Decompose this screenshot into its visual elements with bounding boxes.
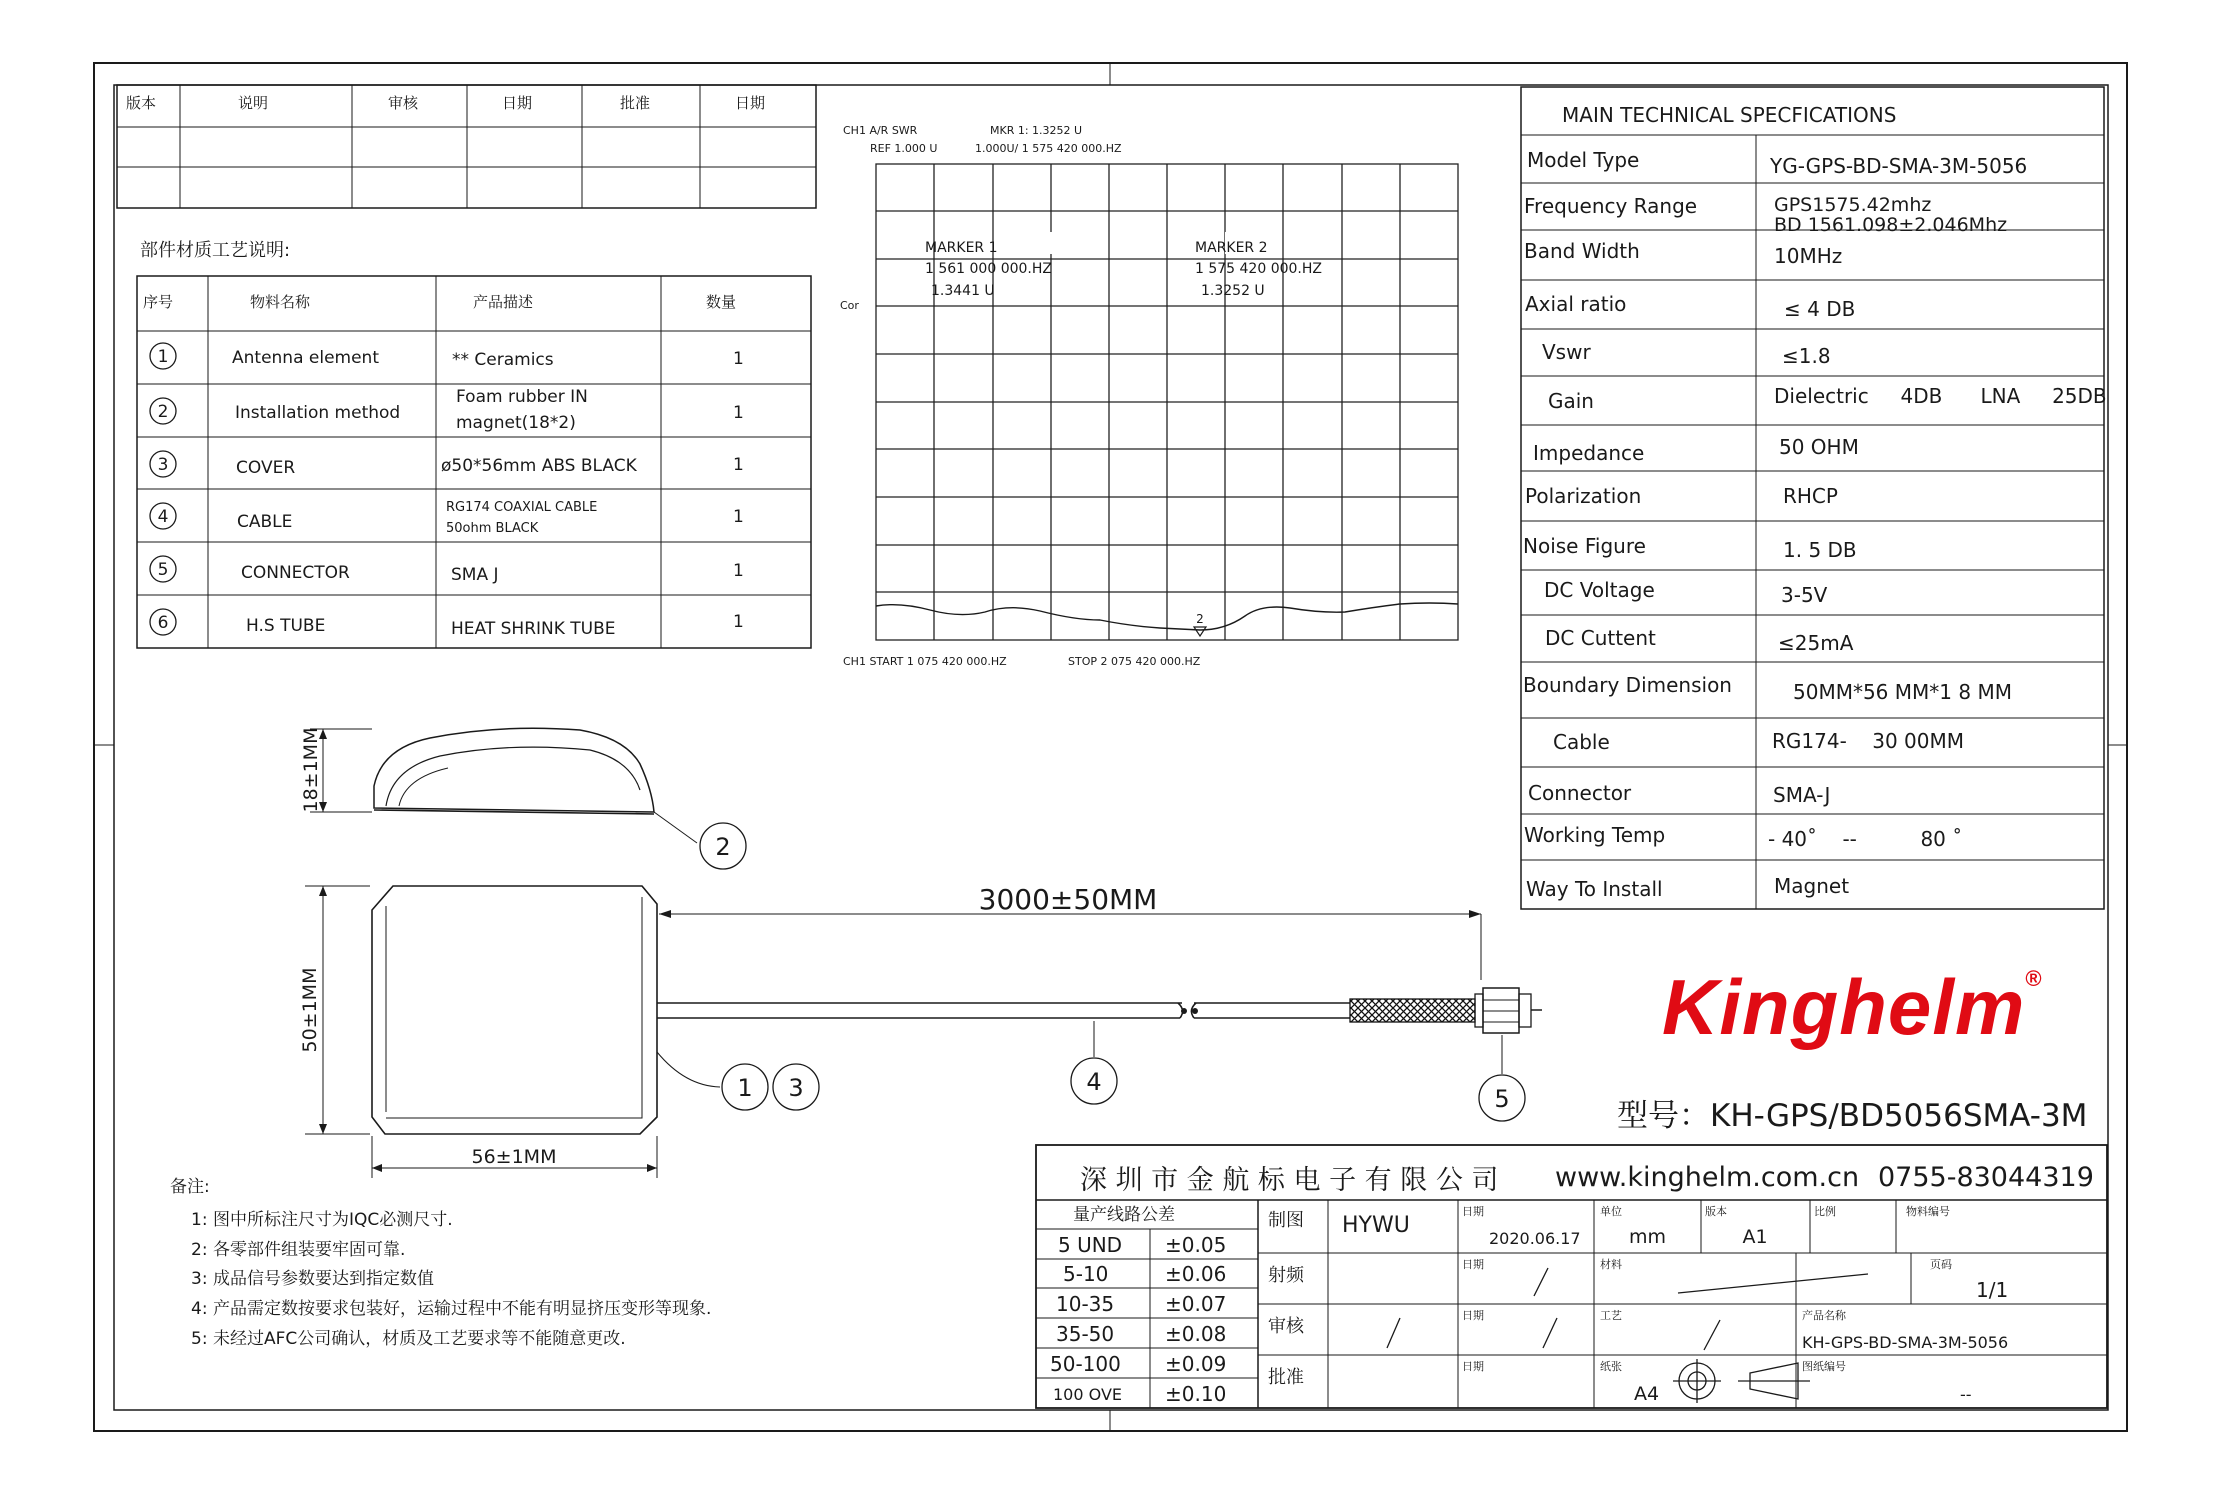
callout-5: 5 <box>1494 1085 1510 1113</box>
part-row-2-desc-line2: magnet(18*2) <box>456 413 576 433</box>
spec-value-vswr: ≤1.8 <box>1782 344 1831 368</box>
parts-col-qty: 数量 <box>706 293 737 311</box>
part-row-3-qty: 1 <box>733 455 744 475</box>
part-row-1-qty: 1 <box>733 349 744 369</box>
drawer-name: HYWU <box>1342 1213 1410 1238</box>
role-rf: 射频 <box>1268 1265 1304 1286</box>
tol-value-6: ±0.10 <box>1165 1382 1227 1406</box>
cable-length-dimension: 3000±50MM <box>978 883 1158 916</box>
part-row-1-name: Antenna element <box>232 348 379 368</box>
length-dimension: 56±1MM <box>471 1146 557 1168</box>
part-row-3-name: COVER <box>236 458 296 478</box>
spec-label-working-temp: Working Temp <box>1524 823 1666 847</box>
spec-value-axial-ratio: ≤ 4 DB <box>1784 297 1856 321</box>
tol-value-2: ±0.06 <box>1165 1262 1227 1286</box>
note-5: 5: 未经过AFC公司确认，材质及工艺要求等不能随意更改. <box>191 1329 626 1349</box>
spec-value-noise-figure: 1. 5 DB <box>1783 538 1857 562</box>
tol-range-5: 50-100 <box>1050 1352 1121 1376</box>
spec-value-connector: SMA-J <box>1773 783 1831 807</box>
spec-value-install: Magnet <box>1774 874 1850 898</box>
marker1-label: MARKER 1 <box>925 240 998 256</box>
role-review: 审核 <box>1268 1316 1304 1337</box>
parts-col-desc: 产品描述 <box>473 293 534 311</box>
unit-label: 单位 <box>1600 1205 1622 1218</box>
spec-table <box>1521 87 2107 909</box>
tol-range-3: 10-35 <box>1056 1292 1115 1316</box>
tolerance-title: 量产线路公差 <box>1073 1205 1175 1225</box>
projection-symbol <box>1673 1359 1810 1403</box>
height-dimension: 18±1MM <box>300 727 322 813</box>
revision-col-date2: 日期 <box>735 94 766 112</box>
material-label: 材料 <box>1600 1258 1622 1271</box>
spec-label-frequency: Frequency Range <box>1524 194 1698 218</box>
spec-label-vswr: Vswr <box>1542 340 1591 364</box>
spec-title: MAIN TECHNICAL SPECFICATIONS <box>1562 103 1897 127</box>
marker2-flag <box>1194 627 1206 636</box>
version-value: A1 <box>1742 1226 1768 1248</box>
part-row-5-no: 5 <box>157 560 169 580</box>
revision-table <box>117 85 816 208</box>
page-value: 1/1 <box>1976 1278 2009 1302</box>
product-name: KH-GPS-BD-SMA-3M-5056 <box>1802 1333 2009 1352</box>
date-label-draw: 日期 <box>1462 1205 1484 1218</box>
note-2: 2: 各零部件组装要牢固可靠. <box>191 1240 406 1260</box>
process-label: 工艺 <box>1600 1309 1622 1322</box>
marker2-index: 2 <box>1196 612 1204 626</box>
spec-value-impedance: 50 OHM <box>1779 435 1859 459</box>
revision-col-approve: 批准 <box>620 94 651 112</box>
drawing-no-label: 图纸编号 <box>1802 1360 1846 1373</box>
part-row-6-qty: 1 <box>733 612 744 632</box>
swr-channel: CH1 A/R SWR <box>843 124 918 137</box>
callout-3: 3 <box>788 1074 804 1102</box>
notes-title: 备注: <box>170 1177 210 1197</box>
spec-label-bandwidth: Band Width <box>1524 239 1640 263</box>
spec-label-boundary: Boundary Dimension <box>1523 673 1732 697</box>
scale-label: 比例 <box>1814 1205 1836 1218</box>
swr-marker-readout: MKR 1: 1.3252 U <box>990 124 1083 137</box>
tol-range-1: 5 UND <box>1058 1233 1123 1257</box>
spec-label-dc-voltage: DC Voltage <box>1544 578 1655 602</box>
parts-table-title: 部件材质工艺说明: <box>140 240 291 261</box>
spec-value-boundary: 50MM*56 MM*1 8 MM <box>1793 680 2012 704</box>
brand-name: Kinghelm <box>1662 963 2026 1051</box>
part-row-3-desc: ø50*56mm ABS BLACK <box>441 456 637 476</box>
spec-label-gain: Gain <box>1548 389 1594 413</box>
spec-value-dc-current: ≤25mA <box>1778 631 1854 655</box>
part-row-2-name: Installation method <box>235 403 401 423</box>
spec-value-dc-voltage: 3-5V <box>1781 583 1828 607</box>
spec-label-dc-current: DC Cuttent <box>1545 626 1656 650</box>
company-phone: 0755-83044319 <box>1878 1162 2094 1193</box>
callout-1: 1 <box>737 1074 753 1102</box>
antenna-side-view <box>300 728 746 869</box>
spec-value-polarization: RHCP <box>1783 484 1838 508</box>
part-row-4-desc: RG174 COAXIAL CABLE <box>446 500 598 515</box>
tol-value-5: ±0.09 <box>1165 1352 1227 1376</box>
swr-plot <box>840 124 1458 668</box>
part-row-4-desc-line2: 50ohm BLACK <box>446 521 539 536</box>
spec-label-connector: Connector <box>1528 781 1632 805</box>
date-label-rf: 日期 <box>1462 1258 1484 1271</box>
spec-value-gain: Dielectric 4DB LNA 25DB <box>1774 384 2107 408</box>
part-row-4-no: 4 <box>157 507 169 527</box>
parts-col-no: 序号 <box>143 293 174 311</box>
callout-2: 2 <box>715 833 731 861</box>
spec-value-cable: RG174- 30 00MM <box>1772 729 1964 753</box>
tol-value-4: ±0.08 <box>1165 1322 1227 1346</box>
date-label-review: 日期 <box>1462 1309 1484 1322</box>
width-dimension: 50±1MM <box>299 967 321 1053</box>
product-name-label: 产品名称 <box>1802 1309 1846 1322</box>
cable-braid <box>1350 999 1475 1022</box>
callout-4: 4 <box>1086 1068 1102 1096</box>
date-label-approve: 日期 <box>1462 1360 1484 1373</box>
drawing-number: -- <box>1960 1385 1972 1404</box>
company-website: www.kinghelm.com.cn <box>1555 1162 1860 1193</box>
part-row-4-name: CABLE <box>237 512 293 532</box>
note-3: 3: 成品信号参数要达到指定数值 <box>191 1269 434 1289</box>
marker1-freq: 1 561 000 000.HZ <box>925 261 1052 277</box>
antenna-top-view <box>299 883 1542 1178</box>
part-row-3-no: 3 <box>157 455 169 475</box>
tol-range-2: 5-10 <box>1063 1262 1109 1286</box>
revision-col-desc: 说明 <box>238 94 269 112</box>
parts-col-name: 物料名称 <box>250 293 311 311</box>
swr-cor: Cor <box>840 299 859 312</box>
spec-value-frequency: GPS1575.42mhz <box>1774 194 1932 216</box>
revision-col-date: 日期 <box>502 94 533 112</box>
part-row-1-desc: ** Ceramics <box>452 350 554 370</box>
marker2-freq: 1 575 420 000.HZ <box>1195 261 1322 277</box>
spec-value-bandwidth: 10MHz <box>1774 244 1843 268</box>
tol-value-1: ±0.05 <box>1165 1233 1227 1257</box>
part-row-6-name: H.S TUBE <box>246 616 326 636</box>
note-1: 1: 图中所标注尺寸为IQC必测尺寸. <box>191 1210 453 1230</box>
spec-label-axial-ratio: Axial ratio <box>1525 292 1627 316</box>
marker1-value: 1.3441 U <box>931 283 995 299</box>
registered-mark: ® <box>2025 966 2043 991</box>
part-row-6-desc: HEAT SHRINK TUBE <box>451 619 616 639</box>
spec-label-impedance: Impedance <box>1533 441 1645 465</box>
paper-size: A4 <box>1634 1383 1660 1405</box>
marker2-value: 1.3252 U <box>1201 283 1265 299</box>
kinghelm-logo <box>1662 962 2043 1053</box>
part-row-1-no: 1 <box>157 347 169 367</box>
version-label: 版本 <box>1705 1205 1727 1218</box>
note-4: 4: 产品需定数按要求包装好，运输过程中不能有明显挤压变形等现象. <box>191 1299 712 1319</box>
role-draw: 制图 <box>1268 1210 1304 1231</box>
part-row-5-qty: 1 <box>733 561 744 581</box>
tol-value-3: ±0.07 <box>1165 1292 1227 1316</box>
company-name: 深 圳 市 金 航 标 电 子 有 限 公 司 <box>1080 1165 1499 1196</box>
role-approve: 批准 <box>1268 1367 1304 1388</box>
swr-start: CH1 START 1 075 420 000.HZ <box>843 655 1007 668</box>
part-row-2-desc: Foam rubber IN <box>456 387 588 407</box>
page-label: 页码 <box>1930 1258 1952 1271</box>
spec-label-cable: Cable <box>1553 730 1610 754</box>
spec-label-polarization: Polarization <box>1525 484 1642 508</box>
model-number: 型号：KH-GPS/BD5056SMA-3M <box>1617 1098 2088 1134</box>
part-row-4-qty: 1 <box>733 507 744 527</box>
revision-col-version: 版本 <box>126 94 157 112</box>
spec-label-noise-figure: Noise Figure <box>1523 534 1646 558</box>
part-row-5-name: CONNECTOR <box>241 563 350 583</box>
parts-table <box>137 240 811 648</box>
tol-range-4: 35-50 <box>1056 1322 1115 1346</box>
paper-label: 纸张 <box>1600 1360 1622 1373</box>
swr-ref: REF 1.000 U <box>870 142 938 155</box>
spec-value-model-type: YG-GPS-BD-SMA-3M-5056 <box>1770 154 2028 178</box>
swr-scale: 1.000U/ 1 575 420 000.HZ <box>975 142 1122 155</box>
unit-value: mm <box>1629 1226 1667 1248</box>
part-row-2-qty: 1 <box>733 403 744 423</box>
title-block <box>1036 1145 2107 1408</box>
spec-value-working-temp: - 40˚ -- 80 ˚ <box>1768 827 1963 851</box>
part-row-2-no: 2 <box>157 402 169 422</box>
drawing-date: 2020.06.17 <box>1489 1229 1581 1248</box>
spec-label-install: Way To Install <box>1526 877 1663 901</box>
notes <box>170 1177 711 1349</box>
revision-col-review: 审核 <box>388 94 419 112</box>
swr-stop: STOP 2 075 420 000.HZ <box>1068 655 1201 668</box>
spec-value-frequency-bd: BD 1561.098±2.046Mhz <box>1774 214 2008 236</box>
part-row-6-no: 6 <box>157 613 169 633</box>
tol-range-6: 100 OVE <box>1053 1385 1122 1404</box>
spec-label-model-type: Model Type <box>1527 148 1640 172</box>
part-row-5-desc: SMA J <box>451 565 499 585</box>
marker2-label: MARKER 2 <box>1195 240 1268 256</box>
material-no-label: 物料编号 <box>1906 1205 1950 1218</box>
